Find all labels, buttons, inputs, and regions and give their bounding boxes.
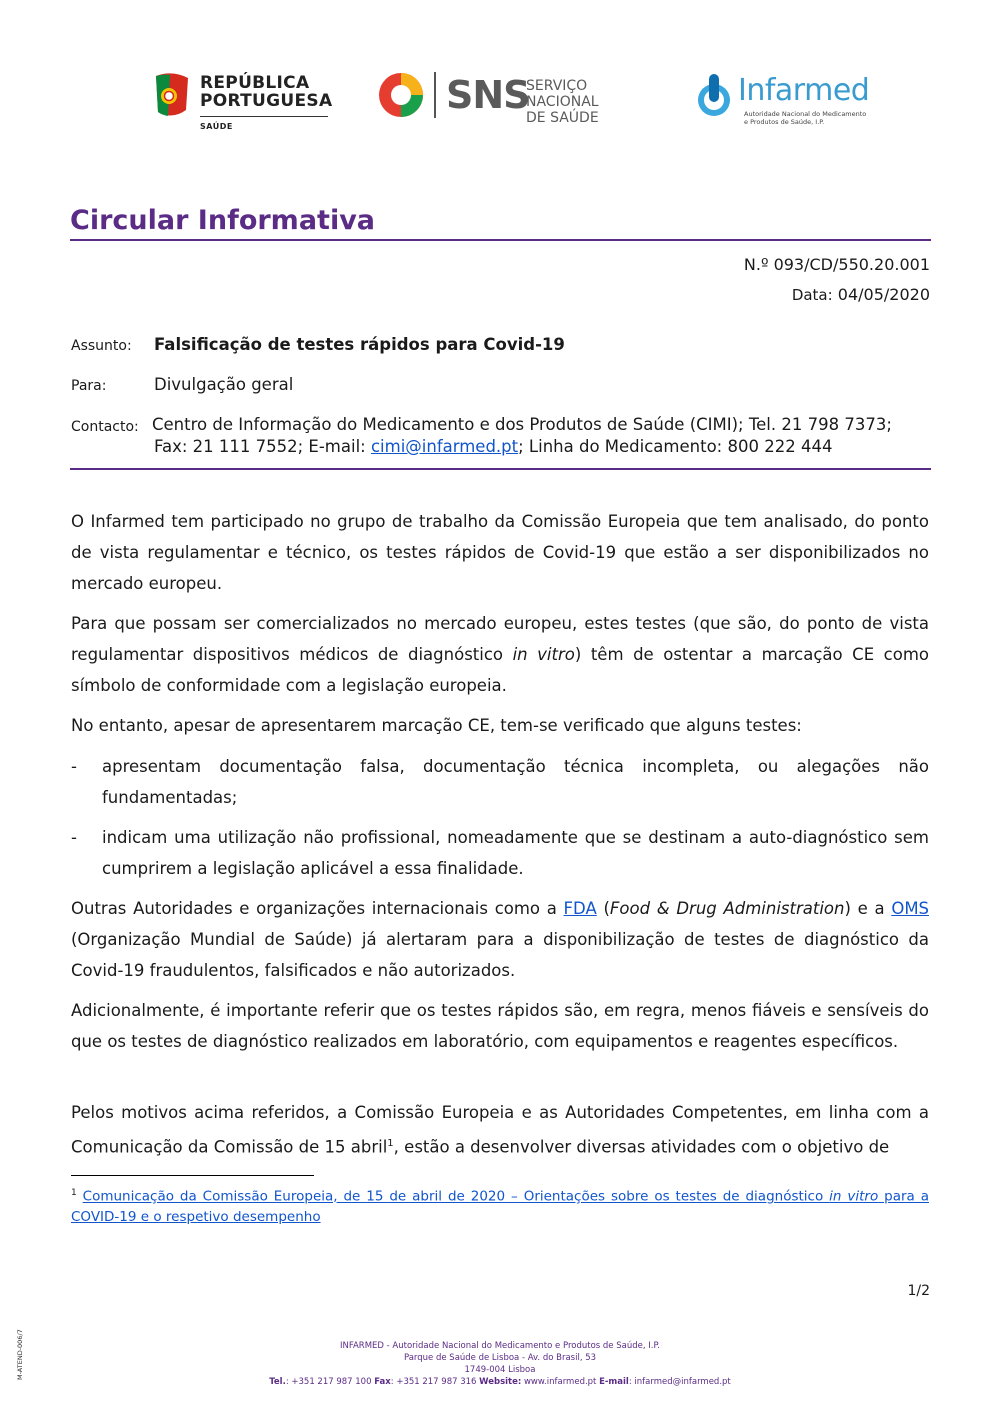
divider bbox=[200, 116, 328, 117]
footnote-link[interactable]: Comunicação da Comissão Europeia, de 15 de abril de 2020 – Orientações sobre os testes de diagnóstico in vitro para a COVID-19 e o respetivo desempenho bbox=[71, 1188, 930, 1225]
infarmed-sub1: Autoridade Nacional do Medicamento bbox=[744, 110, 867, 118]
list-item-text: indicam uma utilização não profissional, nomeadamente que se destinam a auto-diagnóstico sem cumprirem a legislação aplicável a essa finalidade. bbox=[102, 828, 929, 878]
title-rule bbox=[70, 239, 931, 241]
sns-logo bbox=[378, 72, 648, 126]
footer-website[interactable]: www.infarmed.pt bbox=[521, 1377, 600, 1387]
paragraph-6: Pelos motivos acima referidos, a Comissão Europeia e as Autoridades Competentes, em linha com a Comunicação da Comissão de 15 abril$^1$, estão a desenvolver diversas atividades com o objetivo de bbox=[71, 1103, 929, 1157]
header-rule bbox=[70, 468, 931, 470]
paragraph-3: No entanto, apesar de apresentarem marcação CE, tem-se verificado que alguns testes: bbox=[71, 716, 802, 735]
page-number: 1/2 bbox=[907, 1283, 930, 1299]
paragraph-1: O Infarmed tem participado no grupo de trabalho da Comissão Europeia que tem analisado, do ponto de vista regulamentar e técnico, os testes rápidos de Covid-19 que estão a ser disponibilizados no mercado europeu. bbox=[71, 512, 929, 593]
list-item-text: apresentam documentação falsa, documentação técnica incompleta, ou alegações não fundamentadas; bbox=[102, 757, 929, 807]
footnote-ref: 1 bbox=[387, 1138, 394, 1149]
infarmed-logo bbox=[694, 74, 874, 134]
list-dash: - bbox=[71, 828, 77, 847]
list-dash: - bbox=[71, 757, 77, 776]
contacto-line1: Centro de Informação do Medicamento e dos Produtos de Saúde (CIMI); Tel. 21 798 7373; bbox=[152, 415, 892, 434]
oms-link[interactable]: OMS bbox=[891, 899, 930, 918]
paragraph-2: Para que possam ser comercializados no mercado europeu, estes testes (que são, do ponto de vista regulamentar dispositivos médicos de diagnóstico in vitro) têm de ostentar a marcação CE como símbolo de conformidade com a legislação europeia. bbox=[71, 614, 930, 695]
email-link[interactable]: cimi@infarmed.pt bbox=[370, 437, 519, 456]
document-number: N.º 093/CD/550.20.001 bbox=[743, 255, 930, 274]
footer-line2: Parque de Saúde de Lisboa - Av. do Brasil, 53 bbox=[403, 1353, 597, 1363]
footer-contacts: Tel.: +351 217 987 100 Fax: +351 217 987 316 Website: www.infarmed.pt E-mail: infarmed@infarmed.pt bbox=[269, 1377, 731, 1387]
contacto-label: Contacto: bbox=[71, 419, 139, 435]
republica-line2: PORTUGUESA bbox=[200, 91, 333, 111]
paragraph-4: Outras Autoridades e organizações internacionais como a FDA (Food & Drug Administration) e a OMS (Organização Mundial de Saúde) já alertaram para a disponibilização de testes de diagnóstico da Covid-19 fraudulentos, falsificados e não autorizados. bbox=[71, 899, 930, 980]
para-value: Divulgação geral bbox=[154, 375, 294, 394]
sns-line2: DE SAÚDE bbox=[526, 110, 599, 126]
fda-link[interactable]: FDA bbox=[563, 899, 597, 918]
sns-emblem-icon bbox=[378, 72, 424, 118]
sns-abbr: SNS bbox=[446, 73, 530, 117]
document-title: Circular Informativa bbox=[70, 205, 376, 236]
list-item bbox=[71, 751, 929, 813]
document-date bbox=[792, 285, 930, 304]
contacto-tail: ; Linha do Medicamento: 800 222 444 bbox=[518, 437, 833, 456]
page-footer bbox=[0, 1340, 1000, 1388]
paragraph-5: Adicionalmente, é importante referir que os testes rápidos são, em regra, menos fiáveis e sensíveis do que os testes de diagnóstico realizados em laboratório, com equipamentos e reagentes específicos. bbox=[71, 1001, 929, 1051]
footer-line1: INFARMED - Autoridade Nacional do Medicamento e Produtos de Saúde, I.P. bbox=[340, 1341, 660, 1351]
form-code: M-ATEND-006/7 bbox=[16, 1329, 24, 1380]
portugal-flag-icon bbox=[152, 72, 192, 118]
date-label: Data: bbox=[791, 286, 833, 304]
sns-line1: SERVIÇO NACIONAL bbox=[526, 78, 599, 110]
footer-line3: 1749-004 Lisboa bbox=[464, 1365, 536, 1375]
assunto-value: Falsificação de testes rápidos para Covid-19 bbox=[154, 335, 565, 354]
list-item bbox=[71, 822, 929, 884]
divider bbox=[434, 72, 436, 118]
assunto-label: Assunto: bbox=[71, 338, 132, 354]
para-label: Para: bbox=[71, 378, 107, 394]
footnote-number: 1 bbox=[71, 1188, 77, 1198]
republica-portuguesa-logo bbox=[152, 72, 332, 136]
contacto-line2 bbox=[154, 437, 832, 456]
footnote-rule bbox=[71, 1175, 314, 1176]
republica-sub: SAÚDE bbox=[200, 122, 233, 131]
infarmed-name: Infarmed bbox=[738, 73, 870, 108]
republica-line1: REPÚBLICA bbox=[200, 73, 310, 93]
infarmed-emblem-icon bbox=[694, 74, 734, 118]
footer-email[interactable]: : infarmed@infarmed.pt bbox=[628, 1377, 731, 1387]
infarmed-sub2: e Produtos de Saúde, I.P. bbox=[744, 118, 825, 126]
footnote bbox=[71, 1183, 929, 1227]
contacto-fax: Fax: 21 111 7552; E-mail: bbox=[154, 437, 371, 456]
date-value: 04/05/2020 bbox=[837, 285, 930, 304]
